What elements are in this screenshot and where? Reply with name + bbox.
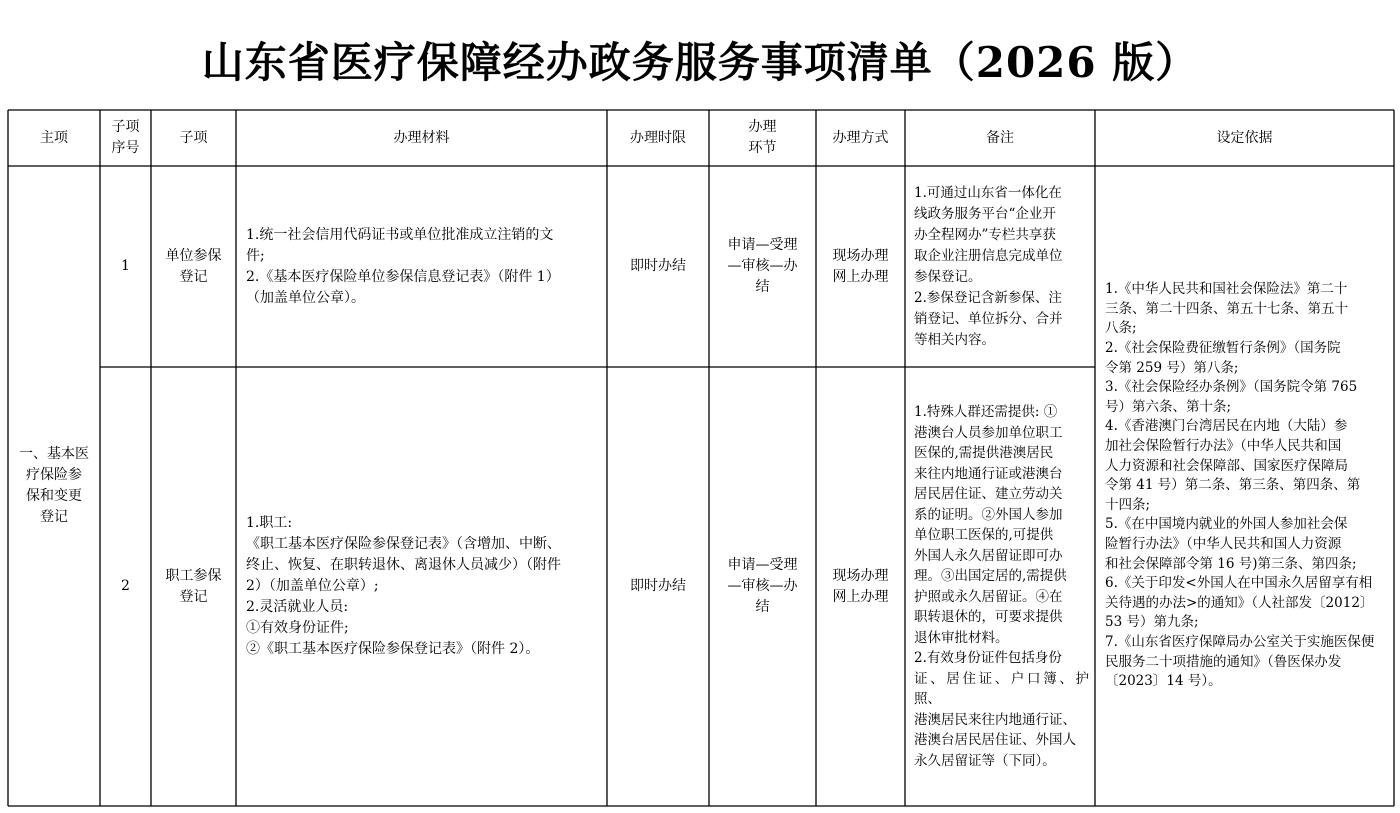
row1-sub-item: 单位参保 登记: [165, 247, 222, 285]
row1-materials: 1.统一社会信用代码证书或单位批准成立注销的文 件; 2.《基本医疗保险单位参保信息登记表》（附件 1） （加盖单位公章）。: [246, 226, 560, 306]
row1-remarks: 1.可通过山东省一体化在 线政务服务平台“企业开 办全程网办”专栏共享获 取企业注册信息完成单位 参保登记。 2.参保登记含新参保、注 销登记、单位拆分、合并 等相关内容。: [914, 184, 1063, 348]
header-sub-seq: 子项 序号: [111, 119, 140, 156]
row1-time-limit: 即时办结: [630, 258, 686, 274]
row2-method: 现场办理 网上办理: [832, 567, 889, 605]
document-title: 山东省医疗保障经办政务服务事项清单（2026 版）: [201, 38, 1199, 87]
row1-method: 现场办理 网上办理: [832, 247, 889, 285]
row2-steps: 申请—受理 —审核—办 结: [727, 557, 798, 615]
row2-seq: 2: [121, 578, 130, 594]
main-item-cell: 一、基本医 疗保险参 保和变更 登记: [19, 446, 89, 525]
header-remarks: 备注: [986, 129, 1014, 146]
row2-sub-item: 职工参保 登记: [165, 567, 222, 605]
header-steps: 办理 环节: [748, 119, 777, 156]
row2-remarks: 1.特殊人群还需提供: ① 港澳台人员参加单位职工 医保的,需提供港澳居民 来往内地通行证或港澳台 居民居住证、建立劳动关 系的证明。②外国人参加 单位职工医保的,可提供 外国人永久居留证即可办 理。③出国定居的,需提供 护照或永久居留证。④在 职转退休的，可要求提供 退休审批材料。 2.有效身份证件包括身份 证、居住证、户口簿、护照、 港澳居民来往内地通行证、 港澳台居民居住证、外国人 永久居留证等（下同）。: [914, 404, 1089, 769]
header-sub-item: 子项: [179, 129, 208, 146]
header-method: 办理方式: [832, 129, 889, 146]
header-main-item: 主项: [40, 129, 68, 146]
header-time-limit: 办理时限: [630, 129, 686, 146]
header-materials: 办理材料: [393, 129, 450, 146]
row1-steps: 申请—受理 —审核—办 结: [727, 237, 798, 295]
row1-seq: 1: [121, 258, 130, 274]
basis-cell: 1.《中华人民共和国社会保险法》第二十 三条、第二十四条、第五十七条、第五十 八条; 2.《社会保险费征缴暂行条例》（国务院 令第 259 号）第八条; 3.《社会保险经办条例》（国务院令第 765 号）第六条、第十条; 4.《香港澳门台湾居民在内地（大陆）参 加社会保险暂行办法》（中华人民共和国 人力资源和社会保障部、国家医疗保障局 令第 41 号）第二条、第三条、第四条、第 十四条; 5.《在中国境内就业的外国人参加社会保 险暂行办法》（中华人民共和国人力资源 和社会保障部令第 16 号)第三条、第四条; 6.《关于印发<外国人在中国永久居留享有相 关待遇的办法>的通知》（人社部发〔2012〕 53 号）第九条; 7.《山东省医疗保障局办公室关于实施医保便 民服务二十项措施的通知》（鲁医保办发 〔2023〕14 号）。: [1105, 281, 1375, 690]
row2-materials: 1.职工: 《职工基本医疗保险参保登记表》（含增加、中断、 终止、恢复、在职转退休、离退休人员减少）（附件 2）（加盖单位公章）; 2.灵活就业人员: ①有效身份证件; ②《职工基本医疗保险参保登记表》（附件 2）。: [246, 515, 561, 657]
row2-time-limit: 即时办结: [630, 578, 686, 594]
header-basis: 设定依据: [1216, 129, 1273, 146]
